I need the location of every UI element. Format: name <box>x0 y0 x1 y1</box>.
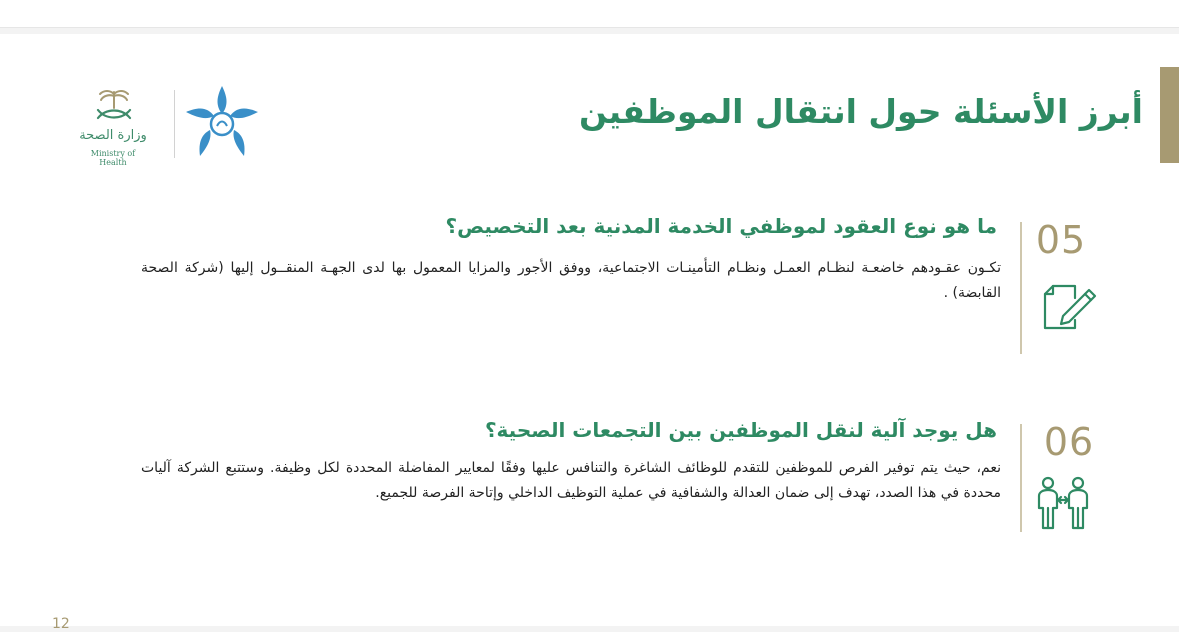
faq-question: ما هو نوع العقود لموظفي الخدمة المدنية بعد التخصيص؟ <box>445 214 997 238</box>
faq-answer: تكـون عقـودهم خاضعـة لنظـام العمـل ونظـام التأمينـات الاجتماعية، ووفق الأجور والمزايا المعمول بها لدى الجهـة المنقــول إليها (شركة الصحة القابضة) . <box>141 260 1001 301</box>
palm-swords-icon <box>90 88 138 124</box>
health-star-logo-icon <box>184 84 260 160</box>
document-pen-icon <box>1041 278 1097 334</box>
faq-number: 06 <box>1043 420 1095 464</box>
page-number: 12 <box>52 616 70 632</box>
ministry-name-english: Ministry of Health <box>90 149 136 167</box>
faq-answer: نعم، حيث يتم توفير الفرص للموظفين للتقدم للوظائف الشاغرة والتنافس عليها وفقًا لمعايير المفاضلة المحددة لكل وظيفة. وستتبع الشركة آليات محددة في هذا الصدد، تهدف إلى ضمان العدالة والشفافية في عملية التوظيف الداخلي وإتاحة الفرصة للجميع. <box>141 460 1001 501</box>
ministry-name-arabic: وزارة الصحة <box>79 128 147 143</box>
people-transfer-icon <box>1035 476 1091 530</box>
previous-page-edge <box>0 0 1179 28</box>
page-title: أبرز الأسئلة حول انتقال الموظفين <box>578 92 1143 131</box>
faq-divider-line <box>1020 222 1022 354</box>
title-accent-bar <box>1160 67 1179 163</box>
document-page <box>0 34 1179 632</box>
faq-divider-line <box>1020 424 1022 532</box>
logo-divider <box>174 90 175 158</box>
faq-number: 05 <box>1035 218 1087 262</box>
faq-question: هل يوجد آلية لنقل الموظفين بين التجمعات الصحية؟ <box>484 418 997 442</box>
